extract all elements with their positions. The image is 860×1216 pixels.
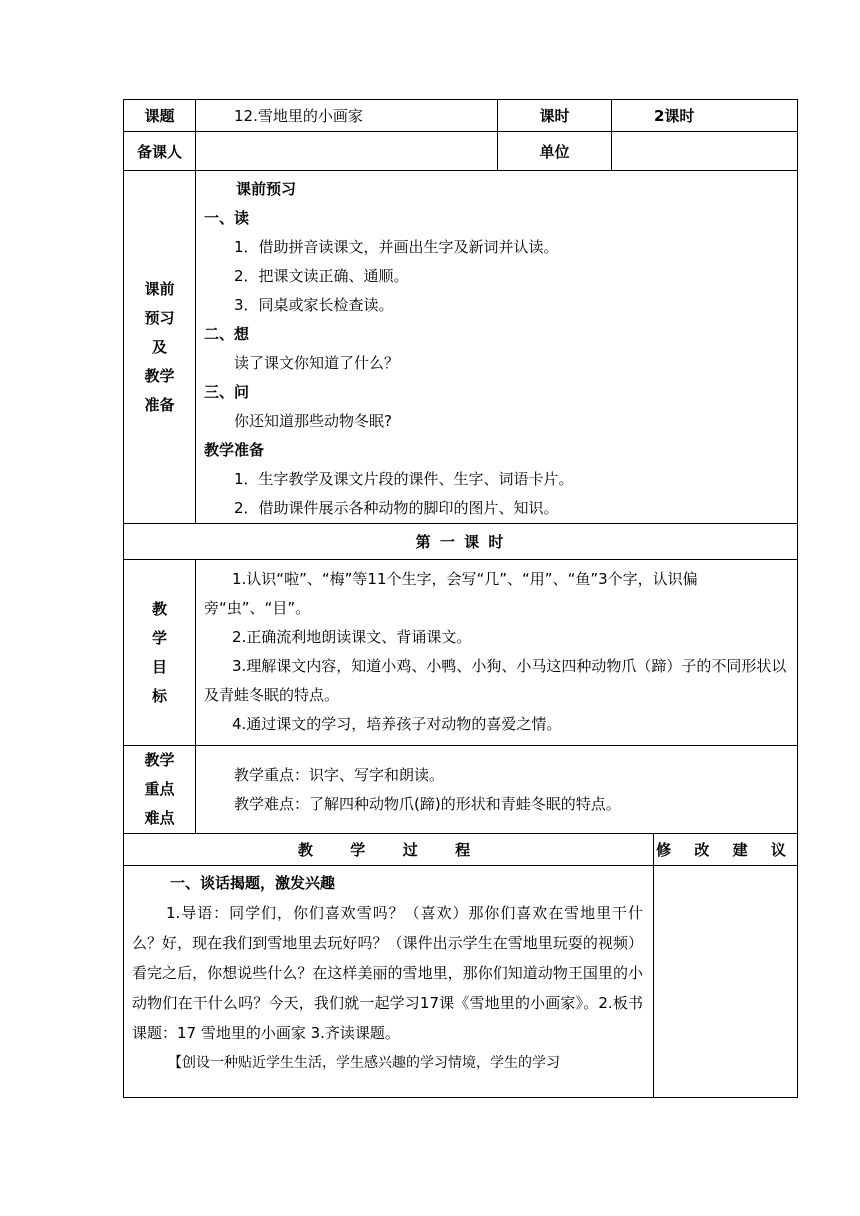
process-note: 【创设一种贴近学生生活，学生感兴趣的学习情境，学生的学习 xyxy=(168,1055,560,1071)
teaching-focus: 教学重点：识字、写字和朗读。 xyxy=(234,765,445,784)
prep-label-line: 及 xyxy=(151,337,167,356)
goals-content xyxy=(196,560,798,746)
prep-heading: 教学准备 xyxy=(204,441,265,459)
prep-item: 2．借助课件展示各种动物的脚印的图片、知识。 xyxy=(234,499,559,517)
prep-heading: 一、读 xyxy=(204,209,250,227)
period-label: 课时 xyxy=(498,100,612,132)
prep-item: 3．同桌或家长检查读。 xyxy=(234,296,394,314)
goals-label-line: 学 xyxy=(151,628,167,647)
teaching-difficulty: 教学难点：了解四种动物爪(蹄)的形状和青蛙冬眠的特点。 xyxy=(234,794,621,813)
process-content xyxy=(124,866,654,1098)
header-row-topic xyxy=(124,100,798,132)
goals-label-line: 标 xyxy=(151,686,167,705)
unit-label: 单位 xyxy=(498,132,612,171)
prep-label-line: 准备 xyxy=(144,395,175,414)
prep-heading: 三、问 xyxy=(204,383,250,401)
process-header-row xyxy=(124,834,798,866)
prep-content xyxy=(196,171,798,524)
prep-item: 你还知道那些动物冬眠? xyxy=(234,412,392,430)
prep-item: 2．把课文读正确、通顺。 xyxy=(234,267,409,285)
topic-label: 课题 xyxy=(124,100,196,132)
unit-value xyxy=(612,132,798,171)
goal-item: 3.理解课文内容，知道小鸡、小鸭、小狗、小马这四种动物爪（蹄）子的不同形状以及青蛙冬眠的特点。 xyxy=(204,657,787,704)
prep-heading: 二、想 xyxy=(204,325,250,343)
prep-label xyxy=(124,171,196,524)
keypoints-label xyxy=(124,746,196,834)
period-value: 2课时 xyxy=(612,100,798,132)
preparer-value xyxy=(196,132,498,171)
preparer-label: 备课人 xyxy=(124,132,196,171)
process-row xyxy=(124,866,798,1098)
goals-row xyxy=(124,560,798,746)
prep-label-line: 教学 xyxy=(144,366,175,385)
goals-label xyxy=(124,560,196,746)
goal-item: 2.正确流利地朗读课文、背诵课文。 xyxy=(232,628,472,646)
prep-label-line: 预习 xyxy=(144,308,175,327)
keypoints-label-line: 教学 xyxy=(144,751,175,769)
prep-row xyxy=(124,171,798,524)
goal-item: 1.认识“啦”、“梅”等11个生字，会写“几”、“用”、“鱼”3个字，认识偏旁“虫”、“目”。 xyxy=(204,570,698,617)
lesson-title: 第 一 课 时 xyxy=(124,524,798,560)
prep-item: 读了课文你知道了什么？ xyxy=(234,354,400,372)
process-header: 教 学 过 程 xyxy=(124,834,654,866)
suggestion-header: 修 改 建 议 xyxy=(654,834,798,866)
lesson-title-row xyxy=(124,524,798,560)
keypoints-label-line: 难点 xyxy=(144,809,175,827)
prep-item: 1．借助拼音读课文，并画出生字及新词并认读。 xyxy=(234,238,559,256)
process-section-title: 一、谈话揭题，激发兴趣 xyxy=(170,874,336,892)
keypoints-label-line: 重点 xyxy=(144,780,175,798)
goal-item: 4.通过课文的学习，培养孩子对动物的喜爱之情。 xyxy=(232,715,562,733)
process-paragraph: 1.导语：同学们，你们喜欢雪吗？（喜欢）那你们喜欢在雪地里干什么？好，现在我们到雪地里去玩好吗？（课件出示学生在雪地里玩耍的视频）看完之后，你想说些什么？在这样美丽的雪地里，那你们知道动物王国里的小动物们在干什么吗？今天，我们就一起学习17课《雪地里的小画家》。2.板书课题：17 雪地里的小画家 3.齐读课题。 xyxy=(132,904,643,1042)
keypoints-content xyxy=(196,746,798,834)
prep-heading: 课前预习 xyxy=(236,180,297,198)
goals-label-line: 目 xyxy=(151,657,167,676)
goals-label-line: 教 xyxy=(151,599,167,618)
keypoints-row xyxy=(124,746,798,834)
topic-value: 12.雪地里的小画家 xyxy=(196,100,498,132)
lesson-plan-table xyxy=(123,99,798,1098)
header-row-preparer xyxy=(124,132,798,171)
prep-label-line: 课前 xyxy=(144,279,175,298)
suggestion-content xyxy=(654,866,798,1098)
prep-item: 1．生字教学及课文片段的课件、生字、词语卡片。 xyxy=(234,470,574,488)
